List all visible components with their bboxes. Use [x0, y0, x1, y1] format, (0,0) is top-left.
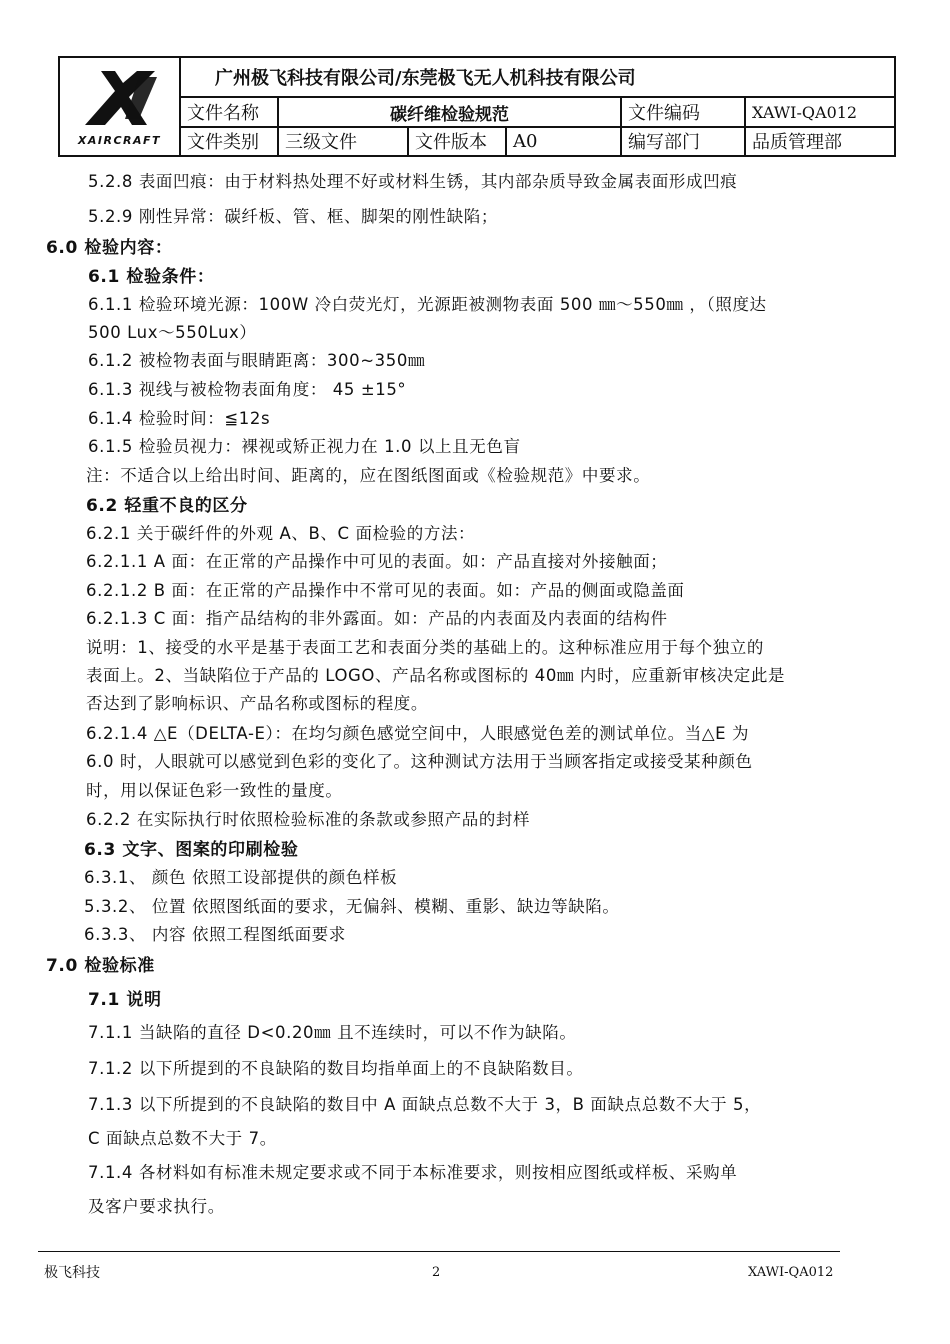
body-line: 6.2.1.4 △E（DELTA-E）：在均匀颜色感觉空间中，人眼感觉色差的测试单位。当△E 为: [86, 724, 750, 743]
footer-doc-code: XAWI-QA012: [748, 1265, 834, 1280]
body-line: C 面缺点总数不大于 7。: [88, 1129, 277, 1148]
file-code-value: XAWI-QA012: [745, 97, 895, 126]
body-line: 6.1.3 视线与被检物表面角度： 45 ±15°: [88, 380, 407, 399]
page-number: 2: [432, 1265, 441, 1280]
file-type-value: 三级文件: [278, 127, 408, 156]
body-line: 5.2.9 刚性异常：碳纤板、管、框、脚架的刚性缺陷；: [88, 207, 498, 226]
body-line: 6.1.1 检验环境光源：100W 冷白荧光灯，光源距被测物表面 500 ㎜～550㎜ ，（照度达: [88, 295, 767, 314]
body-line: 表面上。2、当缺陷位于产品的 LOGO、产品名称或图标的 40㎜ 内时，应重新审核决定此是: [86, 666, 786, 685]
body-line: 7.1.3 以下所提到的不良缺陷的数目中 A 面缺点总数不大于 3，B 面缺点总数不大于 5，: [88, 1095, 762, 1114]
section-heading: 7.0 检验标准: [46, 956, 155, 976]
file-name-value: 碳纤维检验规范: [278, 97, 621, 126]
body-line: 说明：1、接受的水平是基于表面工艺和表面分类的基础上的。这种标准应用于每个独立的: [86, 638, 764, 657]
file-version-label: 文件版本: [408, 127, 506, 156]
body-line: 6.2.1 关于碳纤件的外观 A、B、C 面检验的方法：: [86, 524, 476, 543]
body-line: 6.2.1.3 C 面：指产品结构的非外露面。如：产品的内表面及内表面的结构件: [86, 609, 668, 628]
xaircraft-logo-icon: [77, 67, 163, 133]
body-line: 否达到了影响标识、产品名称或图标的程度。: [86, 694, 428, 713]
company-name: 广州极飞科技有限公司/东莞极飞无人机科技有限公司: [180, 57, 895, 97]
file-type-label: 文件类别: [180, 127, 278, 156]
file-version-value: A0: [506, 127, 621, 156]
body-line: 6.3.3、 内容 依照工程图纸面要求: [84, 925, 346, 944]
body-line: 5.2.8 表面凹痕：由于材料热处理不好或材料生锈，其内部杂质导致金属表面形成凹痕: [88, 172, 738, 191]
body-line: 5.3.2、 位置 依照图纸面的要求，无偏斜、模糊、重影、缺边等缺陷。: [84, 897, 620, 916]
dept-value: 品质管理部: [745, 127, 895, 156]
footer-divider: [38, 1251, 840, 1252]
body-line: 时，用以保证色彩一致性的量度。: [86, 781, 343, 800]
file-code-label: 文件编码: [621, 97, 745, 126]
body-line: 6.2.1.1 A 面：在正常的产品操作中可见的表面。如：产品直接对外接触面；: [86, 552, 668, 571]
subsection-heading: 6.1 检验条件：: [88, 267, 215, 287]
body-line: 7.1.2 以下所提到的不良缺陷的数目均指单面上的不良缺陷数目。: [88, 1059, 584, 1078]
logo-text: XAIRCRAFT: [77, 133, 162, 147]
body-line: 7.1.1 当缺陷的直径 D<0.20㎜ 且不连续时，可以不作为缺陷。: [88, 1023, 577, 1042]
footer-company: 极飞科技: [44, 1265, 100, 1281]
document-header-table: [58, 56, 896, 157]
note-line: 注：不适合以上给出时间、距离的，应在图纸图面或《检验规范》中要求。: [86, 466, 651, 485]
body-line: 6.0 时，人眼就可以感觉到色彩的变化了。这种测试方法用于当顾客指定或接受某种颜色: [86, 752, 753, 771]
subsection-heading: 6.2 轻重不良的区分: [86, 496, 248, 516]
subsection-heading: 7.1 说明: [88, 990, 162, 1010]
body-line: 6.1.5 检验员视力：裸视或矫正视力在 1.0 以上且无色盲: [88, 437, 521, 456]
body-line: 6.1.2 被检物表面与眼睛距离：300~350㎜: [88, 351, 426, 370]
file-name-label: 文件名称: [180, 97, 278, 126]
subsection-heading: 6.3 文字、图案的印刷检验: [84, 840, 299, 860]
dept-label: 编写部门: [621, 127, 745, 156]
body-line: 500 Lux～550Lux）: [88, 323, 257, 342]
body-line: 6.3.1、 颜色 依照工设部提供的颜色样板: [84, 868, 398, 887]
body-line: 7.1.4 各材料如有标准未规定要求或不同于本标准要求，则按相应图纸或样板、采购单: [88, 1163, 738, 1182]
body-line: 6.2.1.2 B 面：在正常的产品操作中不常可见的表面。如：产品的侧面或隐盖面: [86, 581, 685, 600]
section-heading: 6.0 检验内容：: [46, 238, 173, 258]
body-line: 及客户要求执行。: [88, 1197, 225, 1216]
company-logo: [59, 57, 180, 156]
body-line: 6.2.2 在实际执行时依照检验标准的条款或参照产品的封样: [86, 810, 531, 829]
body-line: 6.1.4 检验时间：≦12s: [88, 409, 271, 428]
